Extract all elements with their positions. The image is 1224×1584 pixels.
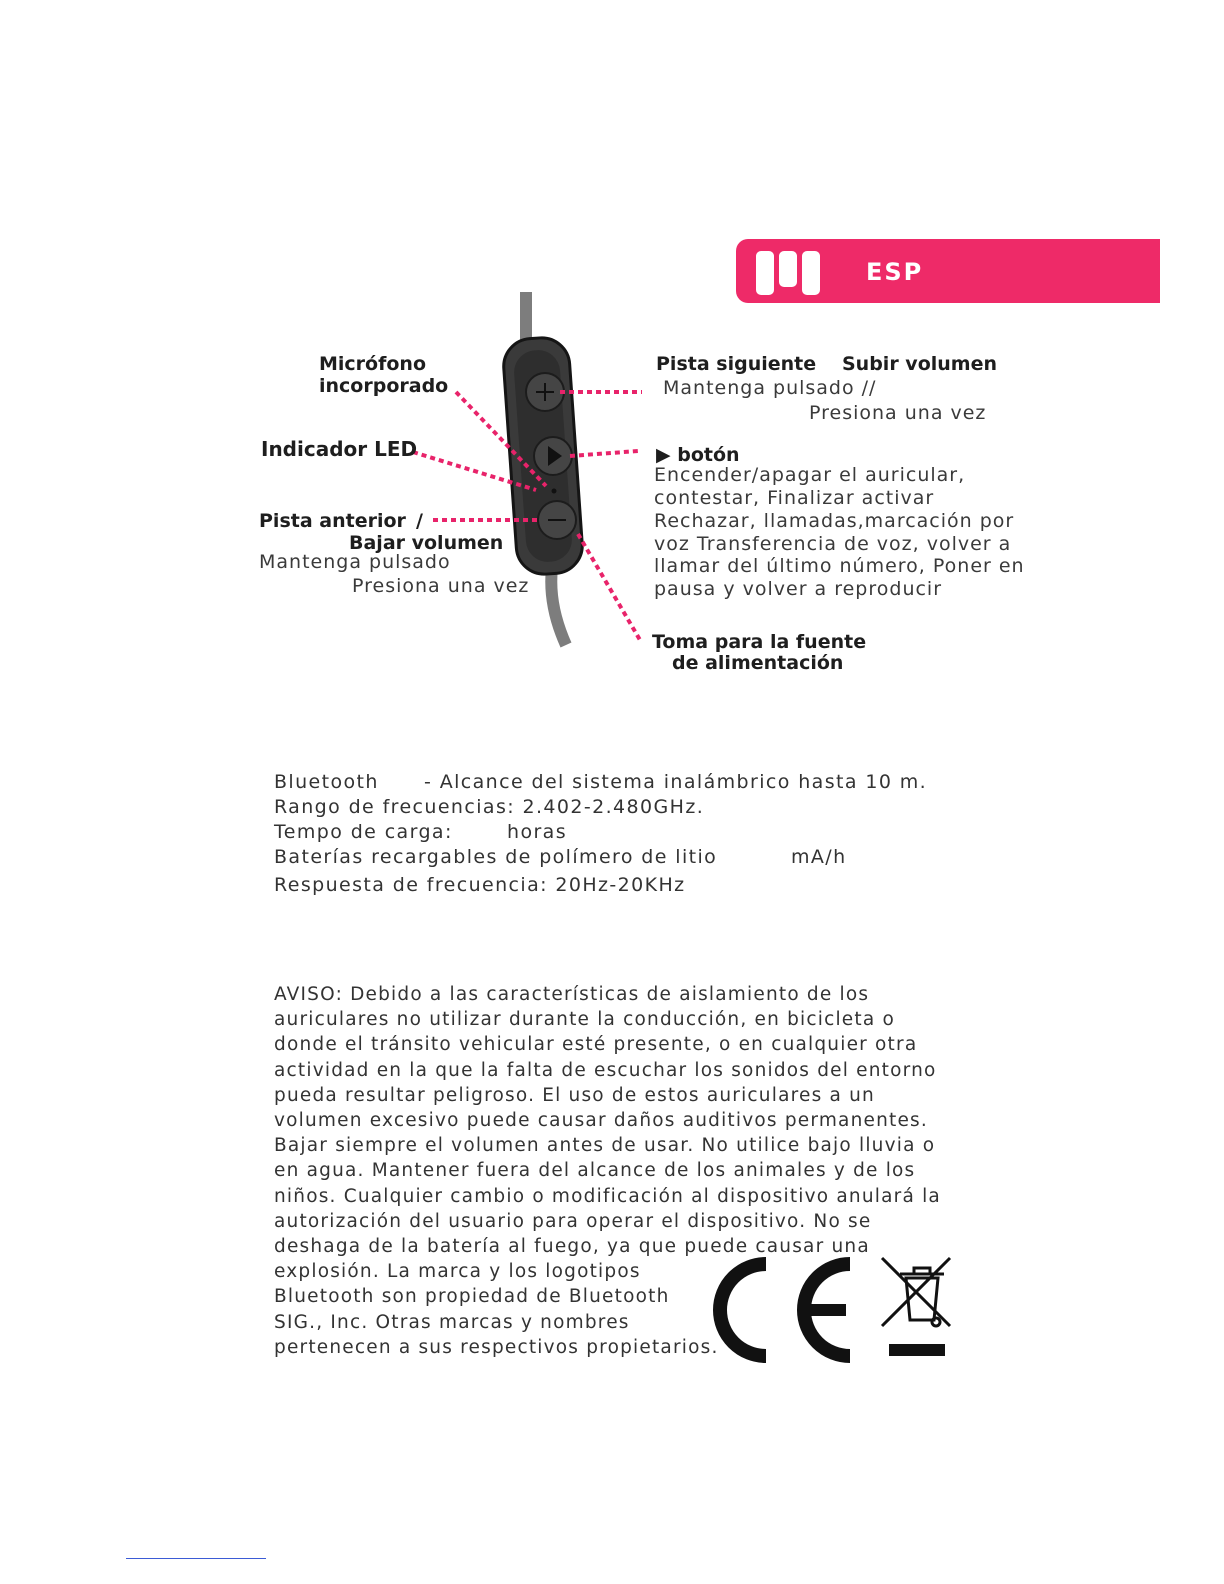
leader-play [570, 451, 638, 456]
right-hold-text: Mantenga pulsado // [663, 377, 877, 399]
notice-line: Bajar siempre el volumen antes de usar. No utilice bajo lluvia o [274, 1135, 936, 1157]
spec-frequency-response: Respuesta de frecuencia: 20Hz-20KHz [274, 874, 686, 896]
compliance-marks [700, 1250, 970, 1370]
led-indicator-icon [552, 489, 557, 494]
microphone-label-line1: Micrófono [319, 353, 427, 375]
prev-track-slash: / [416, 510, 423, 532]
left-hold-text: Mantenga pulsado [259, 551, 451, 573]
play-desc-line: Rechazar, llamadas,marcación por [654, 510, 1015, 532]
notice-line: Bluetooth son propiedad de Bluetooth [274, 1286, 670, 1308]
notice-line: pertenecen a sus respectivos propietarios. [274, 1336, 719, 1358]
volume-down-button-icon [538, 501, 576, 539]
notice-line: volumen excesivo puede causar daños auditivos permanentes. [274, 1110, 928, 1132]
leader-charging-port [578, 534, 640, 640]
play-desc-line: voz Transferencia de voz, volver a [654, 533, 1012, 555]
led-label: Indicador LED [261, 437, 418, 461]
play-button-label: ▶ botón [656, 444, 740, 466]
notice-line: pueda resultar peligroso. El uso de estos auriculares a un [274, 1084, 875, 1106]
charging-port-label-line2: de alimentación [672, 652, 844, 674]
footer-rule [126, 1558, 266, 1559]
play-desc-line: llamar del último número, Poner en [654, 555, 1025, 577]
spec-frequency-range: Rango de frecuencias: 2.402-2.480GHz. [274, 796, 705, 818]
notice-line: auriculares no utilizar durante la conducción, en bicicleta o [274, 1009, 895, 1031]
right-press-text: Presiona una vez [809, 402, 987, 424]
ce-mark-icon [720, 1264, 850, 1356]
spec-bluetooth-label: Bluetooth [274, 771, 379, 793]
play-desc-line: pausa y volver a reproducir [654, 578, 943, 600]
notice-line: autorización del usuario para operar el dispositivo. No se [274, 1210, 872, 1232]
notice-line: niños. Cualquier cambio o modificación al dispositivo anulará la [274, 1185, 941, 1207]
spec-charge-time-label: Tempo de carga: [274, 821, 453, 843]
spec-charge-time-unit: horas [507, 821, 568, 843]
notice-line: en agua. Mantener fuera del alcance de los animales y de los [274, 1160, 916, 1182]
volume-up-label: Subir volumen [842, 353, 997, 375]
spec-battery-label: Baterías recargables de polímero de litio [274, 846, 718, 868]
remote-control-illustration [0, 0, 1224, 720]
charging-port-label-line1: Toma para la fuente [652, 631, 867, 653]
prev-track-label: Pista anterior [259, 510, 406, 532]
language-label: ESP [866, 258, 924, 286]
next-track-label: Pista siguiente [656, 353, 817, 375]
crossed-out-bin-icon [882, 1258, 950, 1356]
left-press-text: Presiona una vez [352, 575, 530, 597]
notice-line: actividad en la que la falta de escuchar los sonidos del entorno [274, 1059, 937, 1081]
spec-battery-unit: mA/h [791, 846, 847, 868]
volume-down-label: Bajar volumen [349, 532, 504, 554]
notice-line: AVISO: Debido a las características de aislamiento de los [274, 984, 870, 1005]
notice-line: explosión. La marca y los logotipos [274, 1261, 641, 1283]
play-desc-line: contestar, Finalizar activar [654, 487, 935, 509]
spec-bluetooth-range: - Alcance del sistema inalámbrico hasta 10 m. [424, 771, 928, 793]
microphone-label-line2: incorporado [319, 375, 449, 397]
notice-line: SIG., Inc. Otras marcas y nombres [274, 1311, 630, 1333]
play-button-icon [534, 437, 572, 475]
play-desc-line: Encender/apagar el auricular, [654, 464, 966, 486]
notice-line: donde el tránsito vehicular esté presente, o en cualquier otra [274, 1034, 918, 1056]
volume-up-button-icon [526, 373, 564, 411]
notice-line: deshaga de la batería al fuego, ya que puede causar una [274, 1236, 870, 1258]
